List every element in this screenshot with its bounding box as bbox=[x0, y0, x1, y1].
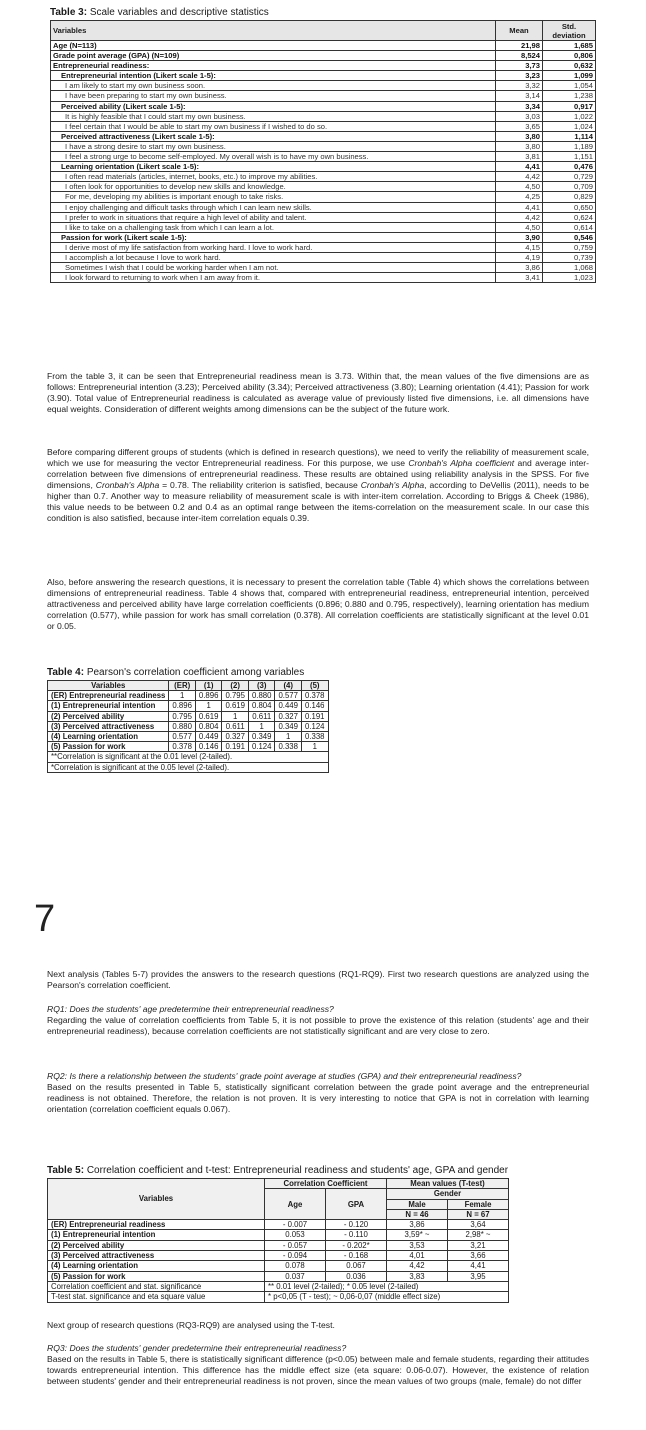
table5-caption-text: Correlation coefficient and t-test: Entrepreneurial readiness and students' age, GPA and gender bbox=[86, 1165, 509, 1176]
table4-value-cell: 0.804 bbox=[195, 721, 222, 731]
table3-variable-cell: Learning orientation (Likert scale 1-5): bbox=[51, 162, 496, 172]
table5-gpa-cell: 0.067 bbox=[326, 1261, 387, 1271]
table3-sd-cell: 0,650 bbox=[543, 202, 596, 212]
table5-foot1-label: Correlation coefficient and stat. significance bbox=[48, 1281, 265, 1291]
table4-note-row bbox=[48, 762, 329, 772]
table4-value-cell: 0.146 bbox=[195, 742, 222, 752]
table5-male-cell: 4,42 bbox=[387, 1261, 448, 1271]
table3-mean-cell: 4,42 bbox=[496, 172, 543, 182]
table-row bbox=[51, 192, 596, 202]
table4-value-cell: 1 bbox=[169, 691, 196, 701]
table3-variable-cell: I derive most of my life satisfaction from working hard. I love to work hard. bbox=[51, 242, 496, 252]
table5-variable-cell: (3) Perceived attractiveness bbox=[48, 1251, 265, 1261]
table3-mean-cell: 3,73 bbox=[496, 61, 543, 71]
table4-value-cell: 0.449 bbox=[195, 732, 222, 742]
table4-value-cell: 0.619 bbox=[195, 711, 222, 721]
table-row bbox=[51, 121, 596, 131]
table3 bbox=[50, 20, 596, 283]
table4-value-cell: 0.349 bbox=[275, 721, 302, 731]
table4-value-cell: 0.349 bbox=[248, 732, 275, 742]
table3-mean-cell: 3,65 bbox=[496, 121, 543, 131]
table4-caption-text: Pearson's correlation coefficient among variables bbox=[86, 667, 305, 678]
table4-header-cell: (3) bbox=[248, 681, 275, 691]
table3-mean-cell: 4,41 bbox=[496, 162, 543, 172]
table3-variable-cell: I feel certain that I would be able to start my own business if I wished to do so. bbox=[51, 121, 496, 131]
table3-sd-cell: 1,024 bbox=[543, 121, 596, 131]
table-row bbox=[48, 1271, 509, 1281]
table4-value-cell: 1 bbox=[301, 742, 328, 752]
table4-value-cell: 0.577 bbox=[275, 691, 302, 701]
rq1-block bbox=[47, 1004, 589, 1037]
table3-sd-cell: 1,685 bbox=[543, 41, 596, 51]
table3-variable-cell: Perceived ability (Likert scale 1-5): bbox=[51, 101, 496, 111]
table5-gpa-cell: 0.036 bbox=[326, 1271, 387, 1281]
table3-variable-cell: Perceived attractiveness (Likert scale 1-5): bbox=[51, 131, 496, 141]
table3-sd-cell: 0,632 bbox=[543, 61, 596, 71]
table4-value-cell: 0.896 bbox=[195, 691, 222, 701]
table3-variable-cell: It is highly feasible that I could start my own business. bbox=[51, 111, 496, 121]
table3-mean-cell: 3,14 bbox=[496, 91, 543, 101]
table3-mean-cell: 3,32 bbox=[496, 81, 543, 91]
table3-variable-cell: I like to take on a challenging task from which I can learn a lot. bbox=[51, 222, 496, 232]
table3-mean-cell: 4,19 bbox=[496, 252, 543, 262]
table3-mean-cell: 4,25 bbox=[496, 192, 543, 202]
table4-value-cell: 1 bbox=[222, 711, 249, 721]
table3-sd-cell: 0,614 bbox=[543, 222, 596, 232]
table5-female-cell: 4,41 bbox=[448, 1261, 509, 1271]
table3-variable-cell: I have been preparing to start my own business. bbox=[51, 91, 496, 101]
table3-body bbox=[51, 41, 596, 283]
table4-value-cell: 0.804 bbox=[248, 701, 275, 711]
table5-header-male: Male bbox=[387, 1199, 448, 1209]
table-row bbox=[48, 701, 329, 711]
table-row bbox=[51, 252, 596, 262]
table3-sd-cell: 1,099 bbox=[543, 71, 596, 81]
table3-header-sd: Std. deviation bbox=[543, 21, 596, 41]
table4-value-cell: 0.795 bbox=[169, 711, 196, 721]
table4-value-cell: 0.611 bbox=[248, 711, 275, 721]
table3-header-variables: Variables bbox=[51, 21, 496, 41]
table-row bbox=[51, 51, 596, 61]
table3-mean-cell: 3,86 bbox=[496, 263, 543, 273]
table3-sd-cell: 1,189 bbox=[543, 141, 596, 151]
table3-sd-cell: 0,709 bbox=[543, 182, 596, 192]
table-row bbox=[48, 1230, 509, 1240]
table4-variable-cell: (2) Perceived ability bbox=[48, 711, 169, 721]
paragraph-next-analysis: Next analysis (Tables 5-7) provides the answers to the research questions (RQ1-RQ9). First two research questions are analyzed using the Pearson's correlation coefficient. bbox=[47, 969, 589, 990]
table4-body bbox=[48, 691, 329, 773]
table3-mean-cell: 3,41 bbox=[496, 273, 543, 283]
table4-note2: *Correlation is significant at the 0.05 level (2-tailed). bbox=[48, 762, 329, 772]
table5-gpa-cell: - 0.120 bbox=[326, 1220, 387, 1230]
table4-header-cell: Variables bbox=[48, 681, 169, 691]
table4-value-cell: 0.449 bbox=[275, 701, 302, 711]
table-row bbox=[51, 273, 596, 283]
table3-mean-cell: 3,80 bbox=[496, 131, 543, 141]
table3-mean-cell: 4,50 bbox=[496, 222, 543, 232]
table-row bbox=[51, 141, 596, 151]
table4-value-cell: 0.880 bbox=[248, 691, 275, 701]
table4-variable-cell: (ER) Entrepreneurial readiness bbox=[48, 691, 169, 701]
table5-header-gender: Gender bbox=[387, 1189, 509, 1199]
rq1-answer: Regarding the value of correlation coefficients from Table 5, it is not possible to prove the existence of this relation (students' age and their entrepreneurial readiness), because correlation coefficients are not statistically significant and are very close to zero. bbox=[47, 1015, 589, 1036]
table-row bbox=[51, 232, 596, 242]
table3-sd-cell: 0,729 bbox=[543, 172, 596, 182]
table-row bbox=[48, 742, 329, 752]
table5 bbox=[47, 1178, 509, 1303]
table-row bbox=[51, 101, 596, 111]
rq3-question: RQ3: Does the students' gender predetermine their entrepreneurial readiness? bbox=[47, 1343, 347, 1353]
table4-header-cell: (1) bbox=[195, 681, 222, 691]
table5-male-cell: 3,83 bbox=[387, 1271, 448, 1281]
table5-age-cell: 0.078 bbox=[265, 1261, 326, 1271]
table4-value-cell: 0.611 bbox=[222, 721, 249, 731]
table4-value-cell: 0.124 bbox=[301, 721, 328, 731]
table5-variable-cell: (5) Passion for work bbox=[48, 1271, 265, 1281]
table5-age-cell: - 0.094 bbox=[265, 1251, 326, 1261]
table3-sd-cell: 1,114 bbox=[543, 131, 596, 141]
table4-caption-label: Table 4: bbox=[47, 667, 85, 678]
table3-variable-cell: I look forward to returning to work when I am away from it. bbox=[51, 273, 496, 283]
table3-caption-label: Table 3: bbox=[50, 7, 88, 18]
table5-caption-label: Table 5: bbox=[47, 1165, 85, 1176]
table3-sd-cell: 1,238 bbox=[543, 91, 596, 101]
table5-foot2-value: * p<0,05 (T - test); ~ 0,06-0,07 (middle effect size) bbox=[265, 1292, 509, 1302]
table3-sd-cell: 0,739 bbox=[543, 252, 596, 262]
table3-sd-cell: 0,624 bbox=[543, 212, 596, 222]
table5-body bbox=[48, 1220, 509, 1282]
table3-variable-cell: I am likely to start my own business soon. bbox=[51, 81, 496, 91]
table4-header-cell: (5) bbox=[301, 681, 328, 691]
table5-female-cell: 3,66 bbox=[448, 1251, 509, 1261]
table5-variable-cell: (ER) Entrepreneurial readiness bbox=[48, 1220, 265, 1230]
table4-value-cell: 0.146 bbox=[301, 701, 328, 711]
table5-age-cell: 0.037 bbox=[265, 1271, 326, 1281]
table-row bbox=[48, 1240, 509, 1250]
table5-age-cell: - 0.007 bbox=[265, 1220, 326, 1230]
page-number: 7 bbox=[34, 898, 56, 940]
table5-female-cell: 3,64 bbox=[448, 1220, 509, 1230]
table4-header-row bbox=[48, 681, 329, 691]
table5-header-age: Age bbox=[265, 1189, 326, 1220]
table5-female-cell: 2,98* ~ bbox=[448, 1230, 509, 1240]
table-row bbox=[48, 721, 329, 731]
table3-variable-cell: Entrepreneurial intention (Likert scale 1-5): bbox=[51, 71, 496, 81]
table3-variable-cell: Grade point average (GPA) (N=109) bbox=[51, 51, 496, 61]
table5-variable-cell: (2) Perceived ability bbox=[48, 1240, 265, 1250]
table3-variable-cell: I enjoy challenging and difficult tasks through which I can learn new skills. bbox=[51, 202, 496, 212]
table5-male-cell: 3,86 bbox=[387, 1220, 448, 1230]
table4-value-cell: 0.378 bbox=[301, 691, 328, 701]
table-row bbox=[51, 263, 596, 273]
rq2-answer: Based on the results presented in Table 5, statistically significant correlation between the grade point average and the entrepreneurial readiness is not obtained. Therefore, the relation is not proven. It is very interesting to notice that GPA is not in correlation with learning orientation (correlation coefficient equals 0.067). bbox=[47, 1082, 589, 1114]
table-row bbox=[51, 172, 596, 182]
table5-male-cell: 4,01 bbox=[387, 1251, 448, 1261]
table5-gpa-cell: - 0.168 bbox=[326, 1251, 387, 1261]
table3-mean-cell: 3,03 bbox=[496, 111, 543, 121]
table3-mean-cell: 3,90 bbox=[496, 232, 543, 242]
table-row bbox=[48, 691, 329, 701]
table-row bbox=[51, 91, 596, 101]
table4-value-cell: 0.896 bbox=[169, 701, 196, 711]
table3-header-mean: Mean bbox=[496, 21, 543, 41]
table5-header-corr: Correlation Coefficient bbox=[265, 1179, 387, 1189]
table5-header-mean: Mean values (T-test) bbox=[387, 1179, 509, 1189]
table-row bbox=[51, 81, 596, 91]
table5-female-cell: 3,21 bbox=[448, 1240, 509, 1250]
table5-age-cell: 0.053 bbox=[265, 1230, 326, 1240]
table3-variable-cell: I accomplish a lot because I love to work hard. bbox=[51, 252, 496, 262]
table3-sd-cell: 0,829 bbox=[543, 192, 596, 202]
table4-value-cell: 0.338 bbox=[275, 742, 302, 752]
table-row bbox=[48, 1251, 509, 1261]
table3-mean-cell: 8,524 bbox=[496, 51, 543, 61]
table4-header-cell: (ER) bbox=[169, 681, 196, 691]
table5-female-cell: 3,95 bbox=[448, 1271, 509, 1281]
rq3-answer: Based on the results in Table 5, there is statistically significant difference (p<0.05) between male and female students, regarding their attitudes towards entrepreneurial intention. This difference has the middle effect size (eta square: 0.06-0.07). However, the existence of relation between students' gender and their entrepreneurial readiness is not proven, since the mean values of two groups (male, female) do not differ bbox=[47, 1354, 589, 1386]
table-row bbox=[48, 1261, 509, 1271]
table4-header-cell: (4) bbox=[275, 681, 302, 691]
table3-mean-cell: 21,98 bbox=[496, 41, 543, 51]
table-row bbox=[51, 212, 596, 222]
rq2-block bbox=[47, 1071, 589, 1115]
table4-value-cell: 0.191 bbox=[301, 711, 328, 721]
table3-sd-cell: 0,546 bbox=[543, 232, 596, 242]
table4-value-cell: 0.577 bbox=[169, 732, 196, 742]
table3-variable-cell: Age (N=113) bbox=[51, 41, 496, 51]
table3-mean-cell: 4,41 bbox=[496, 202, 543, 212]
table-row bbox=[51, 182, 596, 192]
table5-header-female-n: N = 67 bbox=[448, 1209, 509, 1219]
table4-note-row bbox=[48, 752, 329, 762]
table3-caption-text: Scale variables and descriptive statistics bbox=[89, 7, 269, 18]
rq2-question: RQ2: Is there a relationship between the students' grade point average at studies (GPA) and their entrepreneurial readiness? bbox=[47, 1071, 522, 1081]
table3-mean-cell: 3,81 bbox=[496, 152, 543, 162]
table3-sd-cell: 1,054 bbox=[543, 81, 596, 91]
table5-male-cell: 3,53 bbox=[387, 1240, 448, 1250]
table4 bbox=[47, 680, 329, 773]
table3-variable-cell: I often read materials (articles, internet, books, etc.) to improve my abilities. bbox=[51, 172, 496, 182]
table5-variable-cell: (1) Entrepreneurial intention bbox=[48, 1230, 265, 1240]
table-row bbox=[48, 732, 329, 742]
table4-variable-cell: (4) Learning orientation bbox=[48, 732, 169, 742]
table3-sd-cell: 1,023 bbox=[543, 273, 596, 283]
table-row bbox=[51, 131, 596, 141]
table5-age-cell: - 0.057 bbox=[265, 1240, 326, 1250]
table5-header-male-n: N = 46 bbox=[387, 1209, 448, 1219]
table5-variable-cell: (4) Learning orientation bbox=[48, 1261, 265, 1271]
table4-value-cell: 0.327 bbox=[222, 732, 249, 742]
table3-mean-cell: 4,15 bbox=[496, 242, 543, 252]
table3-variable-cell: I prefer to work in situations that require a high level of ability and talent. bbox=[51, 212, 496, 222]
table4-variable-cell: (5) Passion for work bbox=[48, 742, 169, 752]
rq1-question: RQ1: Does the students' age predetermine their entrepreneurial readiness? bbox=[47, 1004, 334, 1014]
table4-value-cell: 0.795 bbox=[222, 691, 249, 701]
paragraph-reliability: Before comparing different groups of students (which is defined in research questions), we need to verify the reliability of measurement scale, which we use for measuring the vector Entrepreneurial readiness. For this purpose, we use Cronbah's Alpha coefficient and average inter-correlation between five dimensions of entrepreneurial readiness. These results are obtained using reliability analysis in the SPSS. For five dimensions, Cronbah's Alpha = 0.78. The reliability criterion is satisfied, because Cronbah's Alpha, according to DeVellis (2011), needs to be higher than 0.7. Another way to measure reliability of measurement scale is with inter-item correlation. According to Briggs & Cheek (1986), this value needs to be between 0.2 and 0.4 as an optimal range between the items-correlation on the measurement scale. In our case this condition is also satisfied, because inter-item correlation equals 0.39. bbox=[47, 447, 590, 523]
table3-variable-cell: I feel a strong urge to become self-employed. My overall wish is to have my own business. bbox=[51, 152, 496, 162]
table-row bbox=[48, 1220, 509, 1230]
table3-sd-cell: 0,759 bbox=[543, 242, 596, 252]
table5-foot1-value: ** 0.01 level (2-tailed); * 0.05 level (2-tailed) bbox=[265, 1281, 509, 1291]
table4-value-cell: 1 bbox=[275, 732, 302, 742]
table3-sd-cell: 0,476 bbox=[543, 162, 596, 172]
table-row bbox=[51, 71, 596, 81]
table3-mean-cell: 4,50 bbox=[496, 182, 543, 192]
table-row bbox=[51, 162, 596, 172]
table5-gpa-cell: - 0.202* bbox=[326, 1240, 387, 1250]
table-row bbox=[51, 41, 596, 51]
table5-header-variables: Variables bbox=[48, 1179, 265, 1220]
table4-value-cell: 1 bbox=[248, 721, 275, 731]
table3-variable-cell: Sometimes I wish that I could be working harder when I am not. bbox=[51, 263, 496, 273]
table5-caption bbox=[47, 1165, 508, 1176]
table4-header-cell: (2) bbox=[222, 681, 249, 691]
table4-value-cell: 0.619 bbox=[222, 701, 249, 711]
table4-value-cell: 0.338 bbox=[301, 732, 328, 742]
table5-foot2-label: T-test stat. significance and eta square value bbox=[48, 1292, 265, 1302]
table4-value-cell: 0.880 bbox=[169, 721, 196, 731]
table3-caption bbox=[50, 7, 269, 18]
table3-mean-cell: 3,23 bbox=[496, 71, 543, 81]
table4-caption bbox=[47, 667, 304, 678]
table3-mean-cell: 3,80 bbox=[496, 141, 543, 151]
table-row bbox=[51, 202, 596, 212]
table3-variable-cell: I often look for opportunities to develop new skills and knowledge. bbox=[51, 182, 496, 192]
table3-variable-cell: I have a strong desire to start my own business. bbox=[51, 141, 496, 151]
table3-mean-cell: 4,42 bbox=[496, 212, 543, 222]
table4-variable-cell: (3) Perceived attractiveness bbox=[48, 721, 169, 731]
table3-mean-cell: 3,34 bbox=[496, 101, 543, 111]
table4-value-cell: 0.191 bbox=[222, 742, 249, 752]
paragraph-correlation-intro: Also, before answering the research questions, it is necessary to present the correlation table (Table 4) which shows the correlations between dimensions of entrepreneurial readiness. Table 4 shows that, compared with entrepreneurial readiness, entrepreneurial intention, perceived attractiveness and perceived ability have large correlation coefficients (0.896; 0.880 and 0.795, respectively), learning orientation has medium correlation (0.577), while passion for work has small correlation (0.378). All correlation coefficients are statistically significant at the level 0.01 or 0.05. bbox=[47, 577, 589, 631]
table5-header-gpa: GPA bbox=[326, 1189, 387, 1220]
table-row bbox=[51, 222, 596, 232]
table4-value-cell: 0.124 bbox=[248, 742, 275, 752]
table-row bbox=[51, 152, 596, 162]
table5-gpa-cell: - 0.110 bbox=[326, 1230, 387, 1240]
table4-value-cell: 1 bbox=[195, 701, 222, 711]
table-row bbox=[51, 61, 596, 71]
table-row bbox=[48, 711, 329, 721]
table3-sd-cell: 1,068 bbox=[543, 263, 596, 273]
paragraph-next-group: Next group of research questions (RQ3-RQ9) are analysed using the T-test. bbox=[47, 1320, 335, 1330]
table3-variable-cell: Entrepreneurial readiness: bbox=[51, 61, 496, 71]
table3-variable-cell: Passion for work (Likert scale 1-5): bbox=[51, 232, 496, 242]
table3-variable-cell: For me, developing my abilities is important enough to take risks. bbox=[51, 192, 496, 202]
table5-header-female: Female bbox=[448, 1199, 509, 1209]
paragraph-table3-summary: From the table 3, it can be seen that Entrepreneurial readiness mean is 3.73. Within that, the mean values of the five dimensions are as follows: Entrepreneurial intention (3.23); Perceived ability (3.34); Perceived attractiveness (3.80); Learning orientation (4.41); Passion for work (3.90). Total value of Entrepreneurial readiness is calculated as average value of previously listed five dimensions, i.e. all dimensions have equal weights. Consideration of different weights among dimensions can be the subject of the future work. bbox=[47, 371, 589, 414]
table3-sd-cell: 0,806 bbox=[543, 51, 596, 61]
table4-value-cell: 0.327 bbox=[275, 711, 302, 721]
table3-sd-cell: 0,917 bbox=[543, 101, 596, 111]
table4-value-cell: 0.378 bbox=[169, 742, 196, 752]
table5-male-cell: 3,59* ~ bbox=[387, 1230, 448, 1240]
table4-variable-cell: (1) Entrepreneurial intention bbox=[48, 701, 169, 711]
table3-sd-cell: 1,022 bbox=[543, 111, 596, 121]
table4-note1: **Correlation is significant at the 0.01 level (2-tailed). bbox=[48, 752, 329, 762]
table-row bbox=[51, 242, 596, 252]
table-row bbox=[51, 111, 596, 121]
rq3-block bbox=[47, 1343, 589, 1387]
table3-sd-cell: 1,151 bbox=[543, 152, 596, 162]
